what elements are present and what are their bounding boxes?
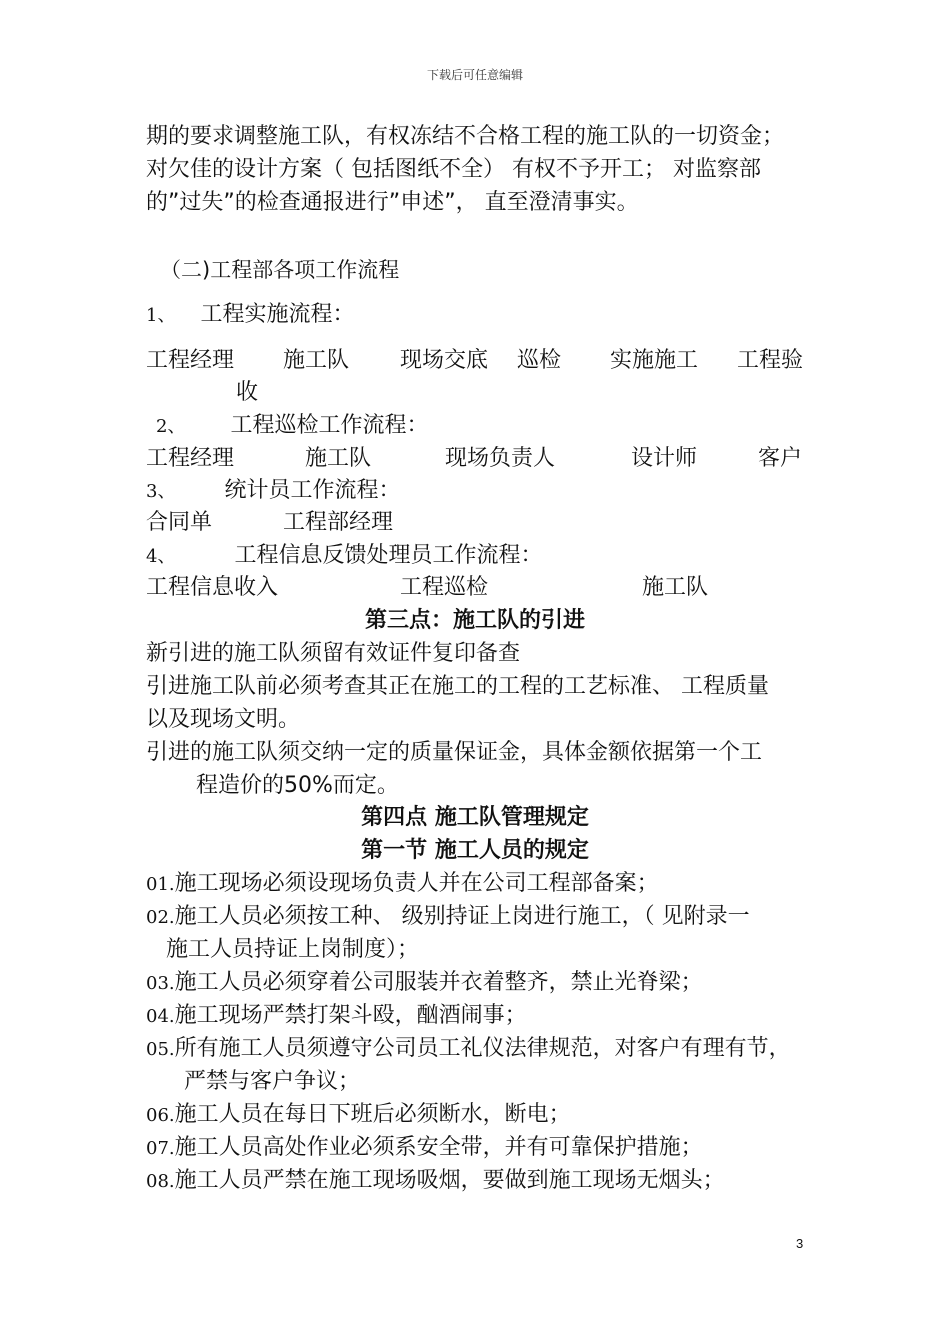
- rule-item: [146, 968, 703, 999]
- flow-4-step: 工程巡检: [400, 575, 489, 600]
- point-3-line-3: 以及现场文明。: [146, 707, 301, 732]
- rule-text: 施工现场必须设现场负责人并在公司工程部备案；: [174, 871, 659, 896]
- flow-1-step-wrap: 收: [236, 380, 259, 405]
- rule-text: 施工人员必须按工种、 级别持证上岗进行施工，（ 见附录一: [174, 904, 750, 929]
- rule-number: 03.: [146, 973, 175, 994]
- flow-1-number: 1、: [146, 305, 176, 326]
- flow-1-heading: [146, 300, 354, 331]
- flow-2-step: 客户: [758, 446, 803, 471]
- point-3-line-2: 引进施工队前必须考查其正在施工的工程的工艺标准、 工程质量: [146, 674, 769, 699]
- flow-1-title: 工程实施流程：: [200, 302, 355, 327]
- rule-item: [146, 1034, 791, 1065]
- flow-1-step: 巡检: [517, 348, 562, 373]
- flow-1-step: 实施施工: [610, 348, 699, 373]
- section-2-title: （二)工程部各项工作流程: [160, 258, 400, 282]
- rule-item: [146, 902, 750, 933]
- flow-2-title: 工程巡检工作流程：: [230, 413, 429, 438]
- intro-line-2: 对欠佳的设计方案（ 包括图纸不全） 有权不予开工； 对监察部: [146, 157, 761, 182]
- flow-1-step: 工程经理: [146, 348, 235, 373]
- intro-line-1: 期的要求调整施工队，有权冻结不合格工程的施工队的一切资金；: [146, 124, 785, 149]
- flow-1-step: 工程验: [737, 348, 804, 373]
- rule-text-cont: 严禁与客户争议；: [184, 1069, 361, 1094]
- rule-number: 01.: [146, 874, 175, 895]
- rule-number: 05.: [146, 1039, 175, 1060]
- flow-4-step: 工程信息收入: [146, 575, 279, 600]
- rule-item: [146, 1100, 571, 1131]
- flow-2-step: 工程经理: [146, 446, 235, 471]
- flow-4-step: 施工队: [642, 575, 709, 600]
- rule-text: 施工人员高处作业必须系安全带，并有可靠保护措施；: [174, 1135, 703, 1160]
- rule-text: 施工人员在每日下班后必须断水，断电；: [174, 1102, 571, 1127]
- flow-2-step: 现场负责人: [445, 446, 556, 471]
- flow-1-step: 施工队: [283, 348, 350, 373]
- rule-text-cont: 施工人员持证上岗制度）；: [166, 937, 420, 962]
- point-3-line-4: 引进的施工队须交纳一定的质量保证金，具体金额依据第一个工: [146, 740, 763, 765]
- flow-2-heading: [156, 411, 428, 442]
- point-4-title: 第四点 施工队管理规定: [361, 805, 589, 830]
- flow-3-step: 工程部经理: [283, 510, 394, 535]
- flow-4-number: 4、: [146, 546, 176, 567]
- flow-3-title: 统计员工作流程：: [224, 478, 401, 503]
- rule-item: [146, 869, 659, 900]
- flow-4-heading: [146, 541, 542, 572]
- flow-2-step: 施工队: [305, 446, 372, 471]
- intro-line-3: 的”过失”的检查通报进行”申述”， 直至澄清事实。: [146, 190, 639, 215]
- point-3-title: 第三点：施工队的引进: [364, 608, 585, 633]
- rule-text: 所有施工人员须遵守公司员工礼仪法律规范，对客户有理有节，: [174, 1036, 791, 1061]
- rule-number: 06.: [146, 1105, 175, 1126]
- flow-1-step: 现场交底: [400, 348, 489, 373]
- flow-2-step: 设计师: [631, 446, 698, 471]
- point-3-line-1: 新引进的施工队须留有效证件复印备查: [146, 641, 521, 666]
- rule-item: [146, 1001, 527, 1032]
- section-1-title: 第一节 施工人员的规定: [361, 838, 589, 863]
- page-header: 下载后可任意编辑: [426, 68, 523, 82]
- rule-number: 04.: [146, 1006, 175, 1027]
- flow-3-number: 3、: [146, 481, 176, 502]
- point-3-line-5: 程造价的50%而定。: [196, 773, 399, 798]
- flow-4-title: 工程信息反馈处理员工作流程：: [234, 543, 543, 568]
- flow-3-step: 合同单: [146, 510, 213, 535]
- rule-text: 施工人员必须穿着公司服装并衣着整齐，禁止光脊梁；: [174, 970, 703, 995]
- rule-text: 施工人员严禁在施工现场吸烟，要做到施工现场无烟头；: [174, 1168, 725, 1193]
- flow-2-number: 2、: [156, 416, 186, 437]
- rule-item: [146, 1166, 725, 1197]
- rule-number: 07.: [146, 1138, 175, 1159]
- page-number: 3: [796, 1236, 804, 1251]
- rule-number: 08.: [146, 1171, 175, 1192]
- rule-text: 施工现场严禁打架斗殴，酗酒闹事；: [174, 1003, 527, 1028]
- rule-number: 02.: [146, 907, 175, 928]
- flow-3-heading: [146, 476, 400, 507]
- rule-item: [146, 1133, 703, 1164]
